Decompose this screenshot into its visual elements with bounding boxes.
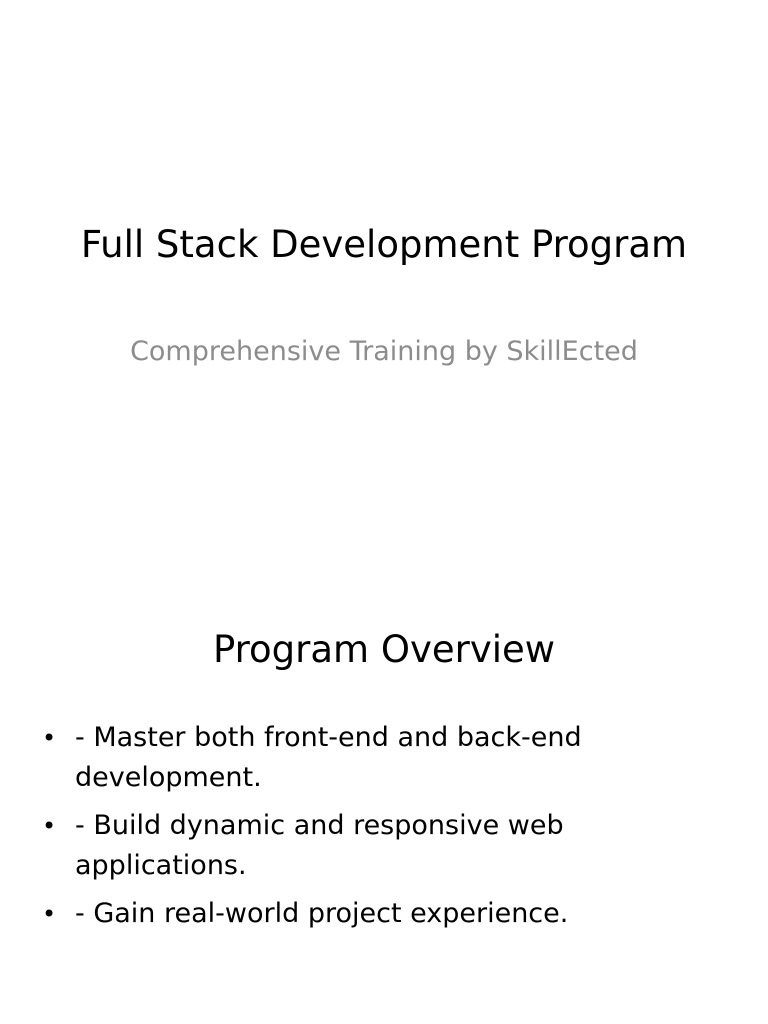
slide-subtitle: Comprehensive Training by SkillEcted	[130, 336, 638, 367]
bullet-item	[38, 894, 658, 934]
bullet-text: - Build dynamic and responsive web applications.	[75, 810, 564, 881]
bullet-text: - Gain real-world project experience.	[75, 898, 569, 929]
bullet-list	[38, 718, 658, 942]
bullet-marker-icon: •	[42, 724, 57, 752]
bullet-item	[38, 806, 658, 886]
slide-title: Program Overview	[212, 628, 556, 671]
overview-slide	[0, 576, 768, 1024]
slide-title: Full Stack Development Program	[80, 223, 688, 266]
bullet-marker-icon: •	[42, 812, 57, 840]
bullet-marker-icon: •	[42, 900, 57, 928]
bullet-item	[38, 718, 658, 798]
bullet-text: - Master both front-end and back-end development.	[75, 722, 582, 793]
